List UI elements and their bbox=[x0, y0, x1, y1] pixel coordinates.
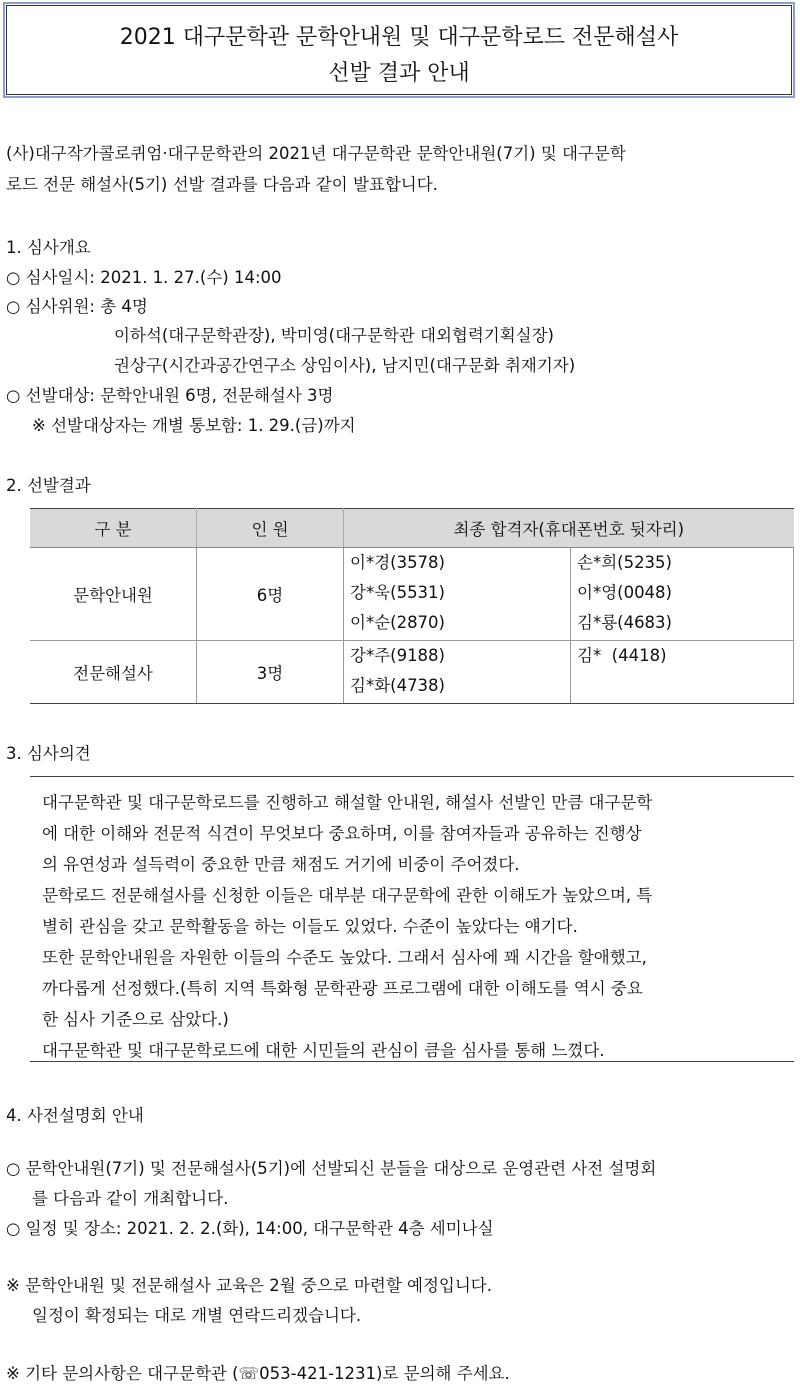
section2-heading: 2. 선발결과 bbox=[6, 476, 91, 495]
row-category: 문학안내원 bbox=[30, 548, 197, 641]
opinion-line: 또한 문학안내원을 자원한 이들의 수준도 높았다. 그래서 심사에 꽤 시간을 할애했고, bbox=[42, 948, 647, 967]
finalist-name: 이*영(0048) bbox=[577, 583, 672, 602]
judges-line-1: 이하석(대구문학관장), 박미영(대구문학관 대외협력기획실장) bbox=[114, 326, 554, 345]
row-category: 전문해설사 bbox=[30, 641, 197, 704]
row-count: 3명 bbox=[197, 641, 344, 704]
section1-heading: 1. 심사개요 bbox=[6, 238, 91, 257]
intro-line-2: 로드 전문 해설사(5기) 선발 결과를 다음과 같이 발표합니다. bbox=[6, 175, 438, 194]
col-header-category: 구 분 bbox=[30, 509, 197, 548]
table-row bbox=[30, 641, 794, 704]
row-names-left bbox=[344, 641, 571, 704]
finalist-name: 김*룡(4683) bbox=[577, 613, 672, 632]
finalist-name: 김* (4418) bbox=[577, 646, 667, 665]
finalist-name: 강*주(9188) bbox=[350, 646, 445, 665]
intro-line-1: (사)대구작가콜로퀴엄·대구문학관의 2021년 대구문학관 문학안내원(7기) 및 대구문학 bbox=[6, 144, 626, 163]
finalist-name: 이*경(3578) bbox=[350, 553, 445, 572]
judges-line-2: 권상구(시간과공간연구소 상임이사), 남지민(대구문화 취재기자) bbox=[114, 356, 576, 375]
finalist-name: 손*희(5235) bbox=[577, 553, 672, 572]
page-title-line2: 선발 결과 안내 bbox=[328, 61, 470, 86]
section4-heading: 4. 사전설명회 안내 bbox=[6, 1106, 144, 1125]
finalist-name: 김*화(4738) bbox=[350, 676, 445, 695]
briefing-item-1-line-2: 를 다음과 같이 개최합니다. bbox=[32, 1189, 229, 1208]
briefing-schedule: ○ 일정 및 장소: 2021. 2. 2.(화), 14:00, 대구문학관 4층 세미나실 bbox=[6, 1219, 494, 1238]
opinion-line: 별히 관심을 갖고 문학활동을 하는 이들도 있었다. 수준이 높았다는 얘기다. bbox=[42, 917, 578, 936]
intro-paragraph bbox=[6, 138, 796, 200]
row-names-right bbox=[571, 641, 794, 704]
col-header-finalists: 최종 합격자(휴대폰번호 뒷자리) bbox=[344, 509, 794, 548]
review-judges: ○ 심사위원: 총 4명 bbox=[6, 297, 148, 316]
row-names-left bbox=[344, 548, 571, 641]
finalist-name: 강*욱(5531) bbox=[350, 583, 445, 602]
notice-line: ※ 선발대상자는 개별 통보함: 1. 29.(금)까지 bbox=[32, 416, 356, 435]
opinion-line: 대구문학관 및 대구문학로드에 대한 시민들의 관심이 큼을 심사를 통해 느꼈다. bbox=[42, 1041, 605, 1060]
opinion-line: 까다롭게 선정했다.(특히 지역 특화형 문학관광 프로그램에 대한 이해도를 역시 중요 bbox=[42, 979, 643, 998]
selection-target: ○ 선발대상: 문학안내원 6명, 전문해설사 3명 bbox=[6, 386, 334, 405]
table-header-row bbox=[30, 509, 794, 548]
result-table bbox=[30, 508, 794, 704]
contact-note: ※ 기타 문의사항은 대구문학관 (☏053-421-1231)로 문의해 주세요. bbox=[6, 1364, 510, 1383]
opinion-line: 한 심사 기준으로 삼았다.) bbox=[42, 1010, 229, 1029]
education-note-line-2: 일정이 확정되는 대로 개별 연락드리겠습니다. bbox=[32, 1306, 362, 1325]
opinion-box bbox=[30, 776, 794, 1062]
row-count: 6명 bbox=[197, 548, 344, 641]
opinion-line: 에 대한 이해와 전문적 식견이 무엇보다 중요하며, 이를 참여자들과 공유하는 진행상 bbox=[42, 824, 642, 843]
review-date: ○ 심사일시: 2021. 1. 27.(수) 14:00 bbox=[6, 268, 282, 287]
finalist-name: 이*순(2870) bbox=[350, 613, 445, 632]
row-names-right bbox=[571, 548, 794, 641]
opinion-line: 대구문학관 및 대구문학로드를 진행하고 해설할 안내원, 해설사 선발인 만큼 대구문학 bbox=[42, 793, 653, 812]
title-box bbox=[6, 5, 792, 95]
briefing-item-1-line-1: ○ 문학안내원(7기) 및 전문해설사(5기)에 선발되신 분들을 대상으로 운영관련 사전 설명회 bbox=[6, 1159, 657, 1178]
page-title-line1: 2021 대구문학관 문학안내원 및 대구문학로드 전문해설사 bbox=[119, 25, 679, 50]
opinion-line: 의 유연성과 설득력이 중요한 만큼 채점도 거기에 비중이 주어졌다. bbox=[42, 855, 520, 874]
table-row bbox=[30, 548, 794, 641]
section3-heading: 3. 심사의견 bbox=[6, 744, 91, 763]
opinion-text bbox=[42, 787, 784, 1066]
col-header-count: 인 원 bbox=[197, 509, 344, 548]
opinion-line: 문학로드 전문해설사를 신청한 이들은 대부분 대구문학에 관한 이해도가 높았으며, 특 bbox=[42, 886, 653, 905]
education-note-line-1: ※ 문학안내원 및 전문해설사 교육은 2월 중으로 마련할 예정입니다. bbox=[6, 1276, 492, 1295]
